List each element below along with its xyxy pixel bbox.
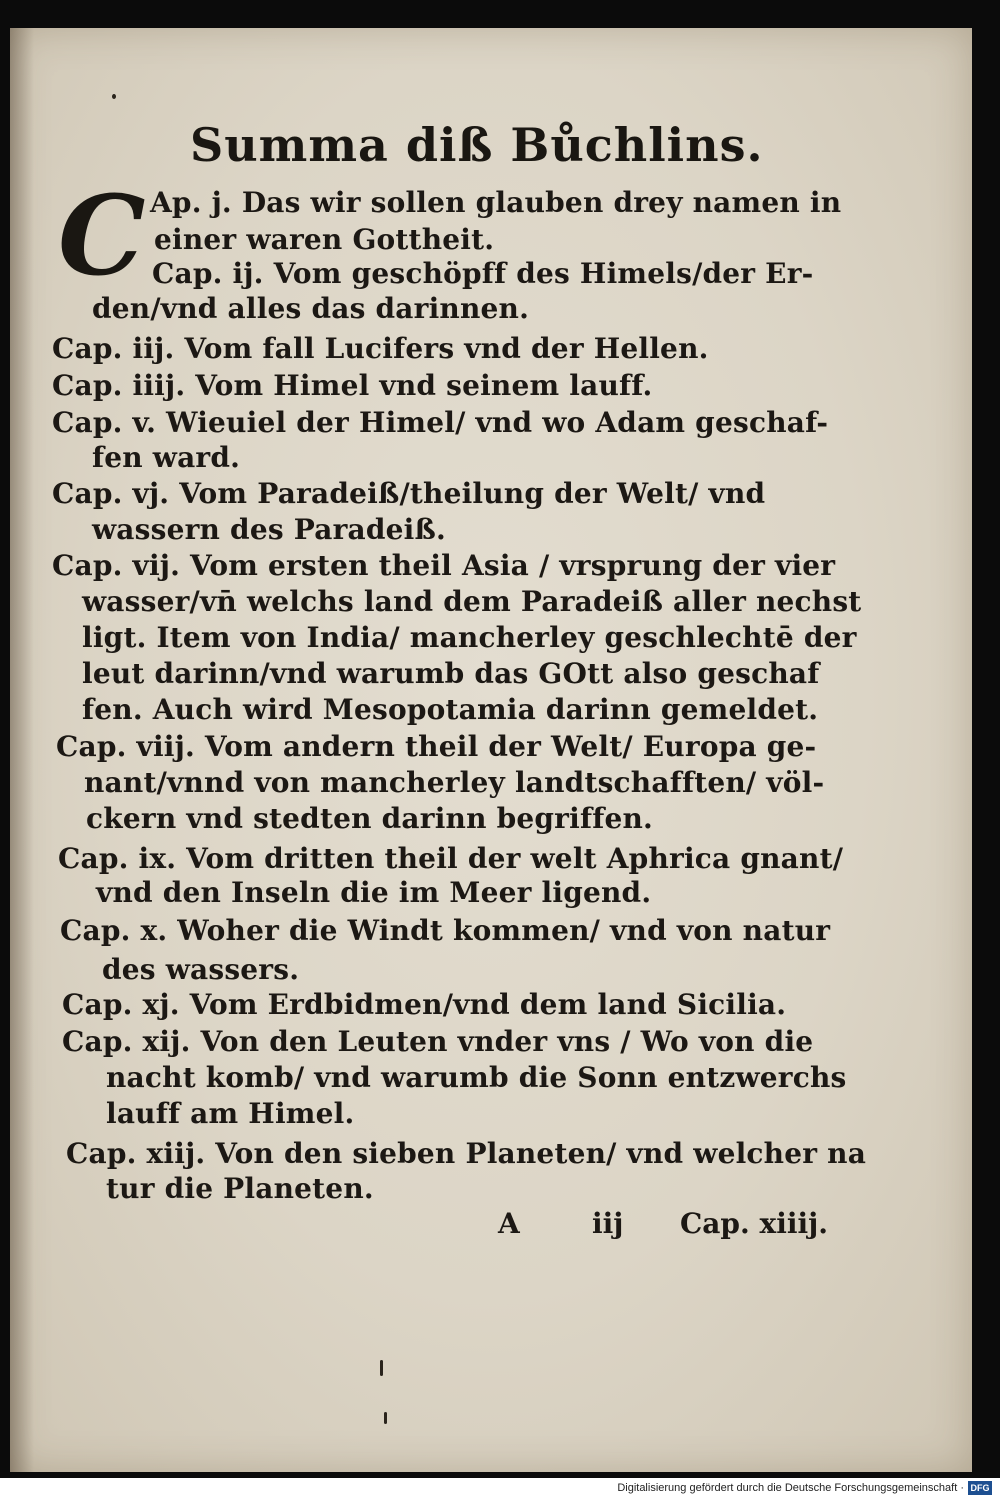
- entry-line: Cap. iiij. Vom Himel vnd seinem lauff.: [52, 369, 653, 402]
- entry-line: ckern vnd stedten darinn begriffen.: [86, 802, 653, 835]
- entry-line: nant/vnnd von mancherley landtschafften/ völ-: [84, 766, 825, 799]
- entry-line: Cap. viij. Vom andern theil der Welt/ Europa ge-: [56, 730, 817, 763]
- entry-line: Cap. vij. Vom ersten theil Asia / vrsprung der vier: [52, 549, 836, 582]
- entry-line: Cap. xij. Von den Leuten vnder vns / Wo von die: [62, 1025, 814, 1058]
- decorated-initial: C: [58, 186, 146, 294]
- ink-speck: [384, 1412, 387, 1424]
- entry-line: fen ward.: [92, 441, 241, 474]
- ink-speck: [112, 94, 116, 99]
- entry-line: Cap. xj. Vom Erdbidmen/vnd dem land Sicilia.: [62, 988, 787, 1021]
- signature-number: iij: [592, 1207, 624, 1240]
- entry-line: Cap. xiij. Von den sieben Planeten/ vnd welcher na: [66, 1137, 867, 1170]
- entry-line: des wassers.: [102, 953, 300, 986]
- page-title: Summa diß Bůchlins.: [190, 118, 764, 172]
- entry-line: Cap. vj. Vom Paradeiß/theilung der Welt/ vnd: [52, 477, 766, 510]
- entry-line: Cap. v. Wieuiel der Himel/ vnd wo Adam geschaf-: [52, 406, 829, 439]
- entry-line: nacht komb/ vnd warumb die Sonn entzwerchs: [106, 1061, 847, 1094]
- entry-line: Cap. iij. Vom fall Lucifers vnd der Hellen.: [52, 332, 709, 365]
- entry-line: Ap. j. Das wir sollen glauben drey namen in: [150, 186, 842, 219]
- entry-line: den/vnd alles das darinnen.: [92, 292, 530, 325]
- entry-line: einer waren Gottheit.: [154, 223, 495, 256]
- entry-line: Cap. ij. Vom geschöpff des Himels/der Er-: [152, 257, 814, 290]
- entry-line: wassern des Paradeiß.: [92, 513, 446, 546]
- signature-mark: A: [498, 1207, 520, 1240]
- page-gutter-shadow: [10, 28, 34, 1472]
- entry-line: Cap. ix. Vom dritten theil der welt Aphrica gnant/: [58, 842, 844, 875]
- catchword: Cap. xiiij.: [680, 1207, 828, 1240]
- entry-line: fen. Auch wird Mesopotamia darinn gemeldet.: [82, 693, 819, 726]
- dfg-logo: DFG: [968, 1481, 992, 1495]
- entry-line: wasser/vn̄ welchs land dem Paradeiß aller nechst: [82, 585, 862, 618]
- entry-line: leut darinn/vnd warumb das GOtt also geschaf: [82, 657, 820, 690]
- digitization-credit: Digitalisierung gefördert durch die Deutsche Forschungsgemeinschaft ·: [617, 1482, 964, 1494]
- entry-line: lauff am Himel.: [106, 1097, 355, 1130]
- ink-speck: [380, 1360, 383, 1376]
- entry-line: Cap. x. Woher die Windt kommen/ vnd von natur: [60, 914, 831, 947]
- entry-line: ligt. Item von India/ mancherley geschlechtē der: [82, 621, 857, 654]
- entry-line: tur die Planeten.: [106, 1172, 374, 1205]
- entry-line: vnd den Inseln die im Meer ligend.: [96, 876, 652, 909]
